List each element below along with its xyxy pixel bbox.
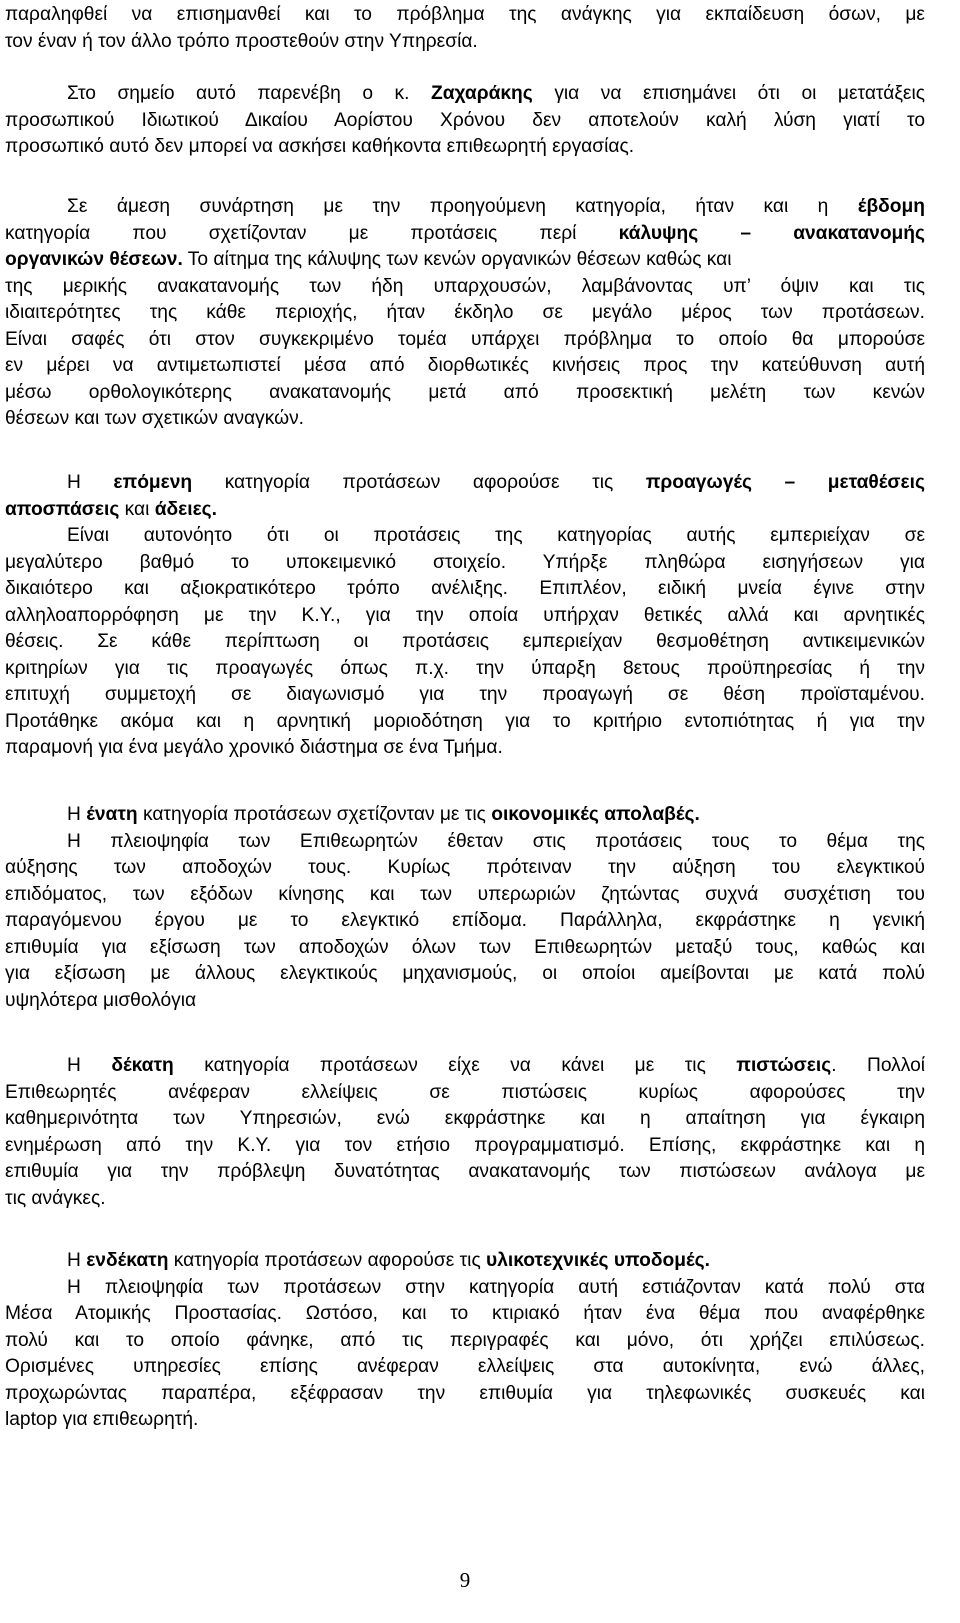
text-span: Στο σημείο αυτό παρενέβη ο κ. — [67, 83, 410, 104]
bold-term: οργανικών θέσεων. — [5, 249, 183, 270]
paragraph-ninth-category — [5, 802, 925, 1014]
text-line — [5, 1248, 925, 1275]
bold-term: οικονομικές απολαβές. — [491, 804, 700, 825]
text-line: ιδιαιτερότητες της κάθε περιοχής, ήταν έκδηλο σε μεγάλο μέρος των προτάσεων. — [5, 302, 925, 323]
bold-term: δέκατη — [111, 1055, 174, 1076]
text-line: ενημέρωση από την Κ.Υ. για τον ετήσιο προγραμματισμό. Επίσης, εκφράστηκε και η — [5, 1134, 925, 1156]
text-line: εν μέρει να αντιμετωπιστεί μέσα από διορθωτικές κινήσεις προς την κατεύθυνση αυτή — [5, 355, 925, 376]
bold-term: κάλυψης – ανακατανομής — [618, 222, 925, 244]
text-line: καθημερινότητα των Υπηρεσιών, ενώ εκφράστηκε και η απαίτηση για έγκαιρη — [5, 1108, 925, 1129]
paragraph-tenth-category — [5, 1053, 925, 1212]
text-line — [5, 802, 925, 829]
text-line: τον έναν ή τον άλλο τρόπο προστεθούν στην Υπηρεσία. — [5, 30, 478, 52]
text-span: κατηγορία προτάσεων είχε να κάνει με τις — [204, 1055, 706, 1076]
text-line: Είναι αυτονόητο ότι οι προτάσεις της κατηγορίας αυτής εμπεριείχαν σε — [67, 525, 925, 546]
paragraph-next-category — [5, 470, 925, 762]
text-line: Επιθεωρητές ανέφεραν ελλείψεις σε πιστώσεις κυρίως αφορούσες την — [5, 1081, 925, 1103]
bold-name: Ζαχαράκης — [431, 83, 533, 104]
text-line: δικαιότερο και αξιοκρατικότερο τρόπο ανέλιξης. Επιπλέον, ειδική μνεία έγινε στην — [5, 578, 925, 599]
bold-term: επόμενη — [113, 472, 193, 493]
text-line: επιτυχή συμμετοχή σε διαγωνισμό για την προαγωγή σε θέση προϊσταμένου. — [5, 684, 925, 705]
text-line: τις ανάγκες. — [5, 1187, 106, 1209]
text-line: προχωρώντας παραπέρα, εξέφρασαν την επιθυμία για τηλεφωνικές συσκευές και — [5, 1382, 925, 1404]
text-line: επιθυμία για την πρόβλεψη δυνατότητας ανακατανομής των πιστώσεων ανάλογα με — [5, 1161, 925, 1182]
text-line: Προτάθηκε ακόμα και η αρνητική μοριοδότηση για το κριτήριο εντοπιότητας ή για την — [5, 710, 925, 732]
text-span: για να επισημάνει ότι οι μετατάξεις — [554, 83, 925, 104]
bold-term: υλικοτεχνικές υποδομές. — [486, 1250, 710, 1271]
text-line: επιδόματος, των εξόδων κίνησης και των υπερωριών ζητώντας συχνά συσχέτιση του — [5, 883, 925, 905]
text-line: της μερικής ανακατανομής των ήδη υπαρχουσών, λαμβάνοντας υπ’ όψιν και τις — [5, 275, 925, 297]
paragraph-training-need — [5, 2, 925, 55]
text-span: Σε άμεση συνάρτηση με την προηγούμενη κατηγορία, ήταν και η — [67, 196, 829, 217]
bold-term: προαγωγές – μεταθέσεις — [645, 472, 925, 493]
bold-term: ένατη — [86, 804, 138, 825]
text-line — [5, 221, 925, 248]
text-span: Η — [67, 1055, 81, 1076]
text-span: Η — [67, 472, 81, 493]
text-line: laptop για επιθεωρητή. — [5, 1409, 199, 1430]
bold-term: πιστώσεις — [736, 1055, 832, 1076]
text-line: θέσεις. Σε κάθε περίπτωση οι προτάσεις εμπεριείχαν θεσμοθέτηση αντικειμενικών — [5, 631, 925, 652]
text-line — [5, 81, 925, 108]
text-span: κατηγορία που σχετίζονταν με προτάσεις περί — [5, 222, 577, 244]
text-line: Είναι σαφές ότι στον συγκεκριμένο τομέα υπάρχει πρόβλημα το οποίο θα μπορούσε — [5, 328, 925, 350]
bold-term: αποσπάσεις — [5, 498, 120, 520]
text-line: αλληλοαπορρόφηση με την Κ.Υ., για την οποία υπήρχαν θετικές αλλά και αρνητικές — [5, 604, 925, 626]
text-line — [5, 247, 925, 274]
text-line: μέσω ορθολογικότερης ανακατανομής μετά από προσεκτική μελέτη των κενών — [5, 381, 925, 403]
text-line: προσωπικού Ιδιωτικού Δικαίου Αορίστου Χρόνου δεν αποτελούν καλή λύση γιατί το — [5, 109, 925, 131]
text-span: Η — [67, 1250, 81, 1271]
text-line: προσωπικό αυτό δεν μπορεί να ασκήσει καθήκοντα επιθεωρητή εργασίας. — [5, 136, 635, 157]
text-line: κριτηρίων για τις προαγωγές όπως π.χ. την ύπαρξη 8ετους προϋπηρεσίας ή την — [5, 657, 925, 679]
paragraph-eleventh-category — [5, 1248, 925, 1434]
text-line: Ορισμένες υπηρεσίες επίσης ανέφεραν ελλείψεις στα αυτοκίνητα, ενώ άλλες, — [5, 1356, 925, 1377]
text-span: και — [124, 498, 150, 520]
text-line: θέσεων και των σχετικών αναγκών. — [5, 408, 304, 429]
text-span: . Πολλοί — [831, 1055, 925, 1076]
page-number: 9 — [459, 1568, 471, 1592]
text-line — [5, 470, 925, 497]
text-span: Το αίτημα της κάλυψης των κενών οργανικών θέσεων καθώς και — [187, 249, 732, 270]
text-line: αύξησης των αποδοχών τους. Κυρίως πρότειναν την αύξηση του ελεγκτικού — [5, 857, 925, 878]
text-line: για εξίσωση με άλλους ελεγκτικούς μηχανισμούς, οι οποίοι αμείβονται με κατά πολύ — [5, 963, 925, 984]
text-line — [5, 194, 925, 221]
text-line: παραληφθεί να επισημανθεί και το πρόβλημα της ανάγκης για εκπαίδευση όσων, με — [5, 4, 925, 25]
text-line: πολύ και το οποίο φάνηκε, από τις περιγραφές και μόνο, ότι χρήζει επιλύσεως. — [5, 1329, 925, 1351]
text-line: επιθυμία για εξίσωση των αποδοχών όλων των Επιθεωρητών μεταξύ τους, καθώς και — [5, 936, 925, 958]
text-line: παραμονή για ένα μεγάλο χρονικό διάστημα σε ένα Τμήμα. — [5, 737, 503, 758]
text-line: Η πλειοψηφία των Επιθεωρητών έθεταν στις προτάσεις τους το θέμα της — [67, 830, 925, 852]
text-line: Μέσα Ατομικής Προστασίας. Ωστόσο, και το κτιριακό ήταν ένα θέμα που αναφέρθηκε — [5, 1303, 925, 1324]
bold-term: άδειες. — [154, 498, 217, 520]
text-span: κατηγορία προτάσεων αφορούσε τις — [173, 1250, 481, 1271]
text-line: παραγόμενου έργου με το ελεγκτικό επίδομα. Παράλληλα, εκφράστηκε η γενική — [5, 910, 925, 931]
text-span: κατηγορία προτάσεων σχετίζονταν με τις — [142, 804, 486, 825]
text-line: Η πλειοψηφία των προτάσεων στην κατηγορία αυτή εστιάζονταν κατά πολύ στα — [67, 1276, 925, 1298]
text-span: Η — [67, 804, 81, 825]
text-line: μεγαλύτερο βαθμό το υποκειμενικό στοιχείο. Υπήρξε πληθώρα εισηγήσεων για — [5, 551, 925, 573]
text-line: υψηλότερα μισθολόγια — [5, 989, 197, 1011]
text-line — [5, 1053, 925, 1080]
text-span: κατηγορία προτάσεων αφορούσε τις — [224, 472, 614, 493]
bold-term: ενδέκατη — [86, 1250, 169, 1271]
text-line — [5, 497, 925, 524]
bold-term: έβδομη — [857, 196, 925, 217]
paragraph-zacharakis — [5, 81, 925, 161]
paragraph-seventh-category — [5, 194, 925, 433]
